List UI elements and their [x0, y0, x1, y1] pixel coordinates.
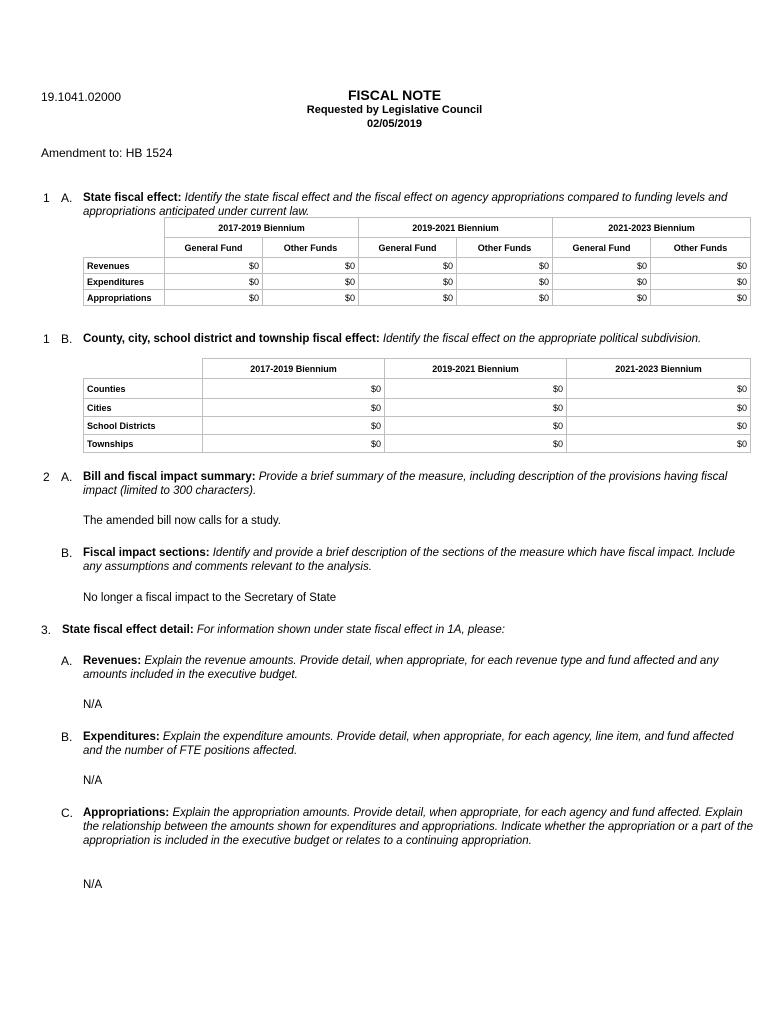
section-3b-instructions	[83, 730, 743, 758]
section-1a-heading: State fiscal effect:	[83, 192, 182, 204]
row-label: Townships	[84, 435, 203, 453]
section-3a-answer: N/A	[83, 699, 103, 711]
fund-header: Other Funds	[651, 238, 751, 258]
section-3-instructions	[62, 623, 742, 637]
section-3c-answer: N/A	[83, 879, 103, 891]
section-1a-number: 1	[43, 191, 50, 205]
section-3b-heading: Expenditures:	[83, 731, 160, 743]
row-label: Cities	[84, 399, 203, 417]
section-3a-instructions	[83, 654, 743, 682]
section-1b-letter: B.	[61, 332, 73, 346]
section-2a-instructions	[83, 470, 743, 498]
table-cell: $0	[567, 417, 751, 435]
table-cell: $0	[567, 379, 751, 399]
table-cell: $0	[165, 290, 263, 306]
table-cell: $0	[651, 290, 751, 306]
table-cell: $0	[203, 435, 385, 453]
political-subdivision-table	[83, 358, 751, 453]
table-cell: $0	[553, 258, 651, 274]
amendment-reference: Amendment to: HB 1524	[41, 146, 173, 160]
biennium-header: 2017-2019 Biennium	[165, 218, 359, 238]
section-3c-instructions	[83, 806, 753, 848]
fund-header: Other Funds	[457, 238, 553, 258]
section-2b-answer: No longer a fiscal impact to the Secretary of State	[83, 592, 337, 604]
table-cell: $0	[385, 379, 567, 399]
requested-by: Requested by Legislative Council	[306, 104, 483, 116]
row-label: Expenditures	[84, 274, 165, 290]
biennium-header: 2017-2019 Biennium	[203, 359, 385, 379]
table-cell: $0	[567, 435, 751, 453]
section-3b-answer: N/A	[83, 775, 103, 787]
section-2a-number: 2	[43, 470, 50, 484]
table-row	[84, 359, 751, 379]
row-label: Appropriations	[84, 290, 165, 306]
section-1b-instructions	[83, 332, 753, 346]
section-3-text: For information shown under state fiscal effect in 1A, please:	[193, 624, 505, 636]
table-row	[84, 417, 751, 435]
table-row	[84, 290, 751, 306]
page-title: FISCAL NOTE	[347, 87, 442, 103]
biennium-header: 2021-2023 Biennium	[567, 359, 751, 379]
table-row	[84, 258, 751, 274]
section-2b-text: Identify and provide a brief description of the sections of the measure which have fiscal impact. Include any assumptions and comments relevant to the analysis.	[83, 547, 735, 573]
section-2b-letter: B.	[61, 546, 73, 560]
fund-header: General Fund	[165, 238, 263, 258]
section-3a-letter: A.	[61, 654, 73, 668]
biennium-header: 2019-2021 Biennium	[359, 218, 553, 238]
table-row	[84, 435, 751, 453]
table-cell: $0	[359, 274, 457, 290]
table-cell: $0	[385, 417, 567, 435]
table-cell: $0	[359, 290, 457, 306]
section-3c-heading: Appropriations:	[83, 807, 170, 819]
table-cell: $0	[651, 258, 751, 274]
table-cell: $0	[385, 399, 567, 417]
table-cell: $0	[203, 417, 385, 435]
table-row	[84, 218, 751, 238]
table-cell: $0	[203, 379, 385, 399]
table-cell: $0	[263, 290, 359, 306]
section-2b-instructions	[83, 546, 743, 574]
section-2b-heading: Fiscal impact sections:	[83, 547, 210, 559]
section-2a-heading: Bill and fiscal impact summary:	[83, 471, 256, 483]
fund-header: General Fund	[553, 238, 651, 258]
table-cell: $0	[263, 258, 359, 274]
section-2a-letter: A.	[61, 470, 73, 484]
section-1a-instructions	[83, 191, 753, 219]
biennium-header: 2021-2023 Biennium	[553, 218, 751, 238]
table-row	[84, 274, 751, 290]
section-3a-text: Explain the revenue amounts. Provide detail, when appropriate, for each revenue type and fund affected and any amounts included in the executive budget.	[83, 655, 719, 681]
row-label: Counties	[84, 379, 203, 399]
table-row	[84, 379, 751, 399]
table-row	[84, 238, 751, 258]
biennium-header: 2019-2021 Biennium	[385, 359, 567, 379]
table-row	[84, 399, 751, 417]
section-3b-text: Explain the expenditure amounts. Provide detail, when appropriate, for each agency, line item, and fund affected and the number of FTE positions affected.	[83, 731, 734, 757]
table-cell: $0	[457, 290, 553, 306]
section-1a-text: Identify the state fiscal effect and the fiscal effect on agency appropriations compared to funding levels and appropriations anticipated under current law.	[83, 192, 728, 218]
fund-header: General Fund	[359, 238, 457, 258]
fund-header: Other Funds	[263, 238, 359, 258]
row-label: School Districts	[84, 417, 203, 435]
table-cell: $0	[263, 274, 359, 290]
table-cell: $0	[553, 274, 651, 290]
table-cell: $0	[553, 290, 651, 306]
section-3-number: 3.	[41, 623, 52, 637]
section-1b-heading: County, city, school district and township fiscal effect:	[83, 333, 380, 345]
table-cell: $0	[165, 274, 263, 290]
section-1b-text: Identify the fiscal effect on the appropriate political subdivision.	[379, 333, 702, 345]
section-2a-answer: The amended bill now calls for a study.	[83, 515, 281, 527]
section-3a-heading: Revenues:	[83, 655, 142, 667]
section-2a-text: Provide a brief summary of the measure, including description of the provisions having fiscal impact (limited to 300 characters).	[83, 471, 728, 497]
table-cell: $0	[385, 435, 567, 453]
section-1b-number: 1	[43, 332, 50, 346]
document-id: 19.1041.02000	[41, 90, 122, 104]
section-3c-letter: C.	[61, 806, 73, 820]
table-cell: $0	[457, 274, 553, 290]
section-1a-letter: A.	[61, 191, 73, 205]
table-cell: $0	[165, 258, 263, 274]
table-cell: $0	[457, 258, 553, 274]
section-3c-text: Explain the appropriation amounts. Provide detail, when appropriate, for each agency and fund affected. Explain the relationship between the amounts shown for expenditures and appropriations. Indicate whether the appropriation or a part of the appropriation is included in the executive budget or relates to a continuing appropriation.	[83, 807, 753, 847]
table-cell: $0	[359, 258, 457, 274]
section-3-heading: State fiscal effect detail:	[62, 624, 194, 636]
note-date: 02/05/2019	[366, 118, 423, 130]
table-cell: $0	[567, 399, 751, 417]
row-label: Revenues	[84, 258, 165, 274]
table-cell: $0	[203, 399, 385, 417]
state-fiscal-effect-table	[83, 217, 751, 306]
table-cell: $0	[651, 274, 751, 290]
section-3b-letter: B.	[61, 730, 73, 744]
